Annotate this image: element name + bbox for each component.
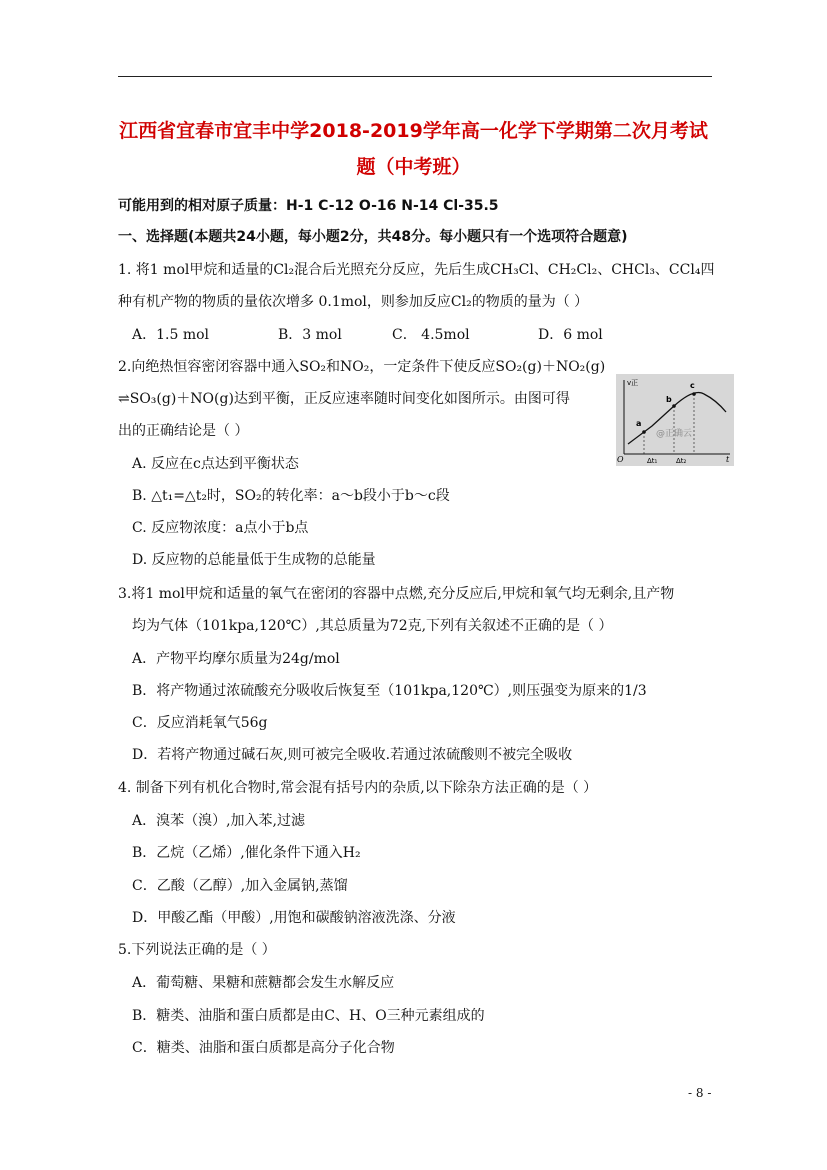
q4-option-a: A．溴苯（溴）,加入苯,过滤 bbox=[132, 813, 306, 829]
section-heading: 一、选择题(本题共24小题，每小题2分，共48分。每小题只有一个选项符合题意) bbox=[118, 229, 628, 245]
page-number: - 8 - bbox=[688, 1086, 712, 1100]
point-b-label: b bbox=[666, 395, 672, 404]
q2-option-d: D. 反应物的总能量低于生成物的总能量 bbox=[132, 552, 376, 568]
doc-title-line1: 江西省宜春市宜丰中学2018-2019学年高一化学下学期第二次月考试 bbox=[119, 120, 708, 142]
q2-option-a: A. 反应在c点达到平衡状态 bbox=[132, 456, 299, 472]
interval-2-label: Δt₂ bbox=[676, 457, 687, 465]
q4-option-c: C．乙酸（乙醇）,加入金属钠,蒸馏 bbox=[132, 878, 348, 894]
q5-option-a: A．葡萄糖、果糖和蔗糖都会发生水解反应 bbox=[132, 975, 395, 991]
q1-option-b: B．3 mol bbox=[278, 327, 342, 343]
q5-option-c: C．糖类、油脂和蛋白质都是高分子化合物 bbox=[132, 1040, 395, 1056]
watermark-text: @正确云 bbox=[656, 429, 693, 439]
q4-option-b: B．乙烷（乙烯）,催化条件下通入H₂ bbox=[132, 845, 361, 861]
header-rule bbox=[118, 76, 712, 77]
q3-option-c: C．反应消耗氧气56g bbox=[132, 715, 268, 731]
q4-option-d: D．甲酸乙酯（甲酸）,用饱和碳酸钠溶液洗涤、分液 bbox=[132, 910, 456, 926]
q2-stem-1: 2.向绝热恒容密闭容器中通入SO₂和NO₂，一定条件下使反应SO₂(g)＋NO₂(g) bbox=[118, 359, 606, 375]
y-axis-label: v正 bbox=[627, 379, 639, 387]
point-a-label: a bbox=[636, 419, 642, 428]
q1-option-a: A．1.5 mol bbox=[132, 327, 210, 343]
origin-label: O bbox=[617, 455, 624, 464]
interval-1-label: Δt₁ bbox=[647, 457, 658, 465]
q1-option-c: C． 4.5mol bbox=[392, 327, 470, 343]
q2-stem-3: 出的正确结论是（ ） bbox=[118, 423, 249, 439]
q5-option-b: B．糖类、油脂和蛋白质都是由C、H、O三种元素组成的 bbox=[132, 1008, 485, 1024]
q1-stem-2: 种有机产物的物质的量依次增多 0.1mol，则参加反应Cl₂的物质的量为（ ） bbox=[118, 294, 589, 310]
point-c-label: c bbox=[690, 381, 695, 390]
x-axis-label: t bbox=[726, 455, 730, 464]
q1-option-d: D．6 mol bbox=[538, 327, 603, 343]
q3-option-b: B．将产物通过浓硫酸充分吸收后恢复至（101kpa,120℃）,则压强变为原来的1/3 bbox=[132, 683, 647, 699]
doc-title-line2: 题（中考班） bbox=[356, 156, 471, 178]
q5-stem: 5.下列说法正确的是（ ） bbox=[118, 942, 276, 958]
q4-stem: 4. 制备下列有机化合物时,常会混有括号内的杂质,以下除杂方法正确的是（ ） bbox=[118, 780, 598, 796]
q1-stem-1: 1. 将1 mol甲烷和适量的Cl₂混合后光照充分反应，先后生成CH₃Cl、CH₂Cl₂、CHCl₃、CCl₄四 bbox=[118, 262, 715, 278]
atomic-mass-note: 可能用到的相对原子质量：H-1 C-12 O-16 N-14 Cl-35.5 bbox=[118, 198, 499, 214]
q2-option-c: C. 反应物浓度：a点小于b点 bbox=[132, 520, 309, 536]
q2-option-b: B. △t₁=△t₂时，SO₂的转化率：a～b段小于b～c段 bbox=[132, 488, 450, 504]
rate-time-graph bbox=[616, 374, 734, 466]
q3-stem-1: 3.将1 mol甲烷和适量的氧气在密闭的容器中点燃,充分反应后,甲烷和氧气均无剩余,且产物 bbox=[118, 586, 675, 602]
q2-stem-2: ⇌SO₃(g)＋NO(g)达到平衡，正反应速率随时间变化如图所示。由图可得 bbox=[118, 391, 570, 407]
q3-stem-2: 均为气体（101kpa,120℃）,其总质量为72克,下列有关叙述不正确的是（ ） bbox=[132, 618, 613, 634]
q3-option-a: A．产物平均摩尔质量为24g/mol bbox=[132, 651, 340, 667]
q3-option-d: D．若将产物通过碱石灰,则可被完全吸收.若通过浓硫酸则不被完全吸收 bbox=[132, 747, 573, 763]
rate-time-graph-svg bbox=[616, 374, 734, 466]
